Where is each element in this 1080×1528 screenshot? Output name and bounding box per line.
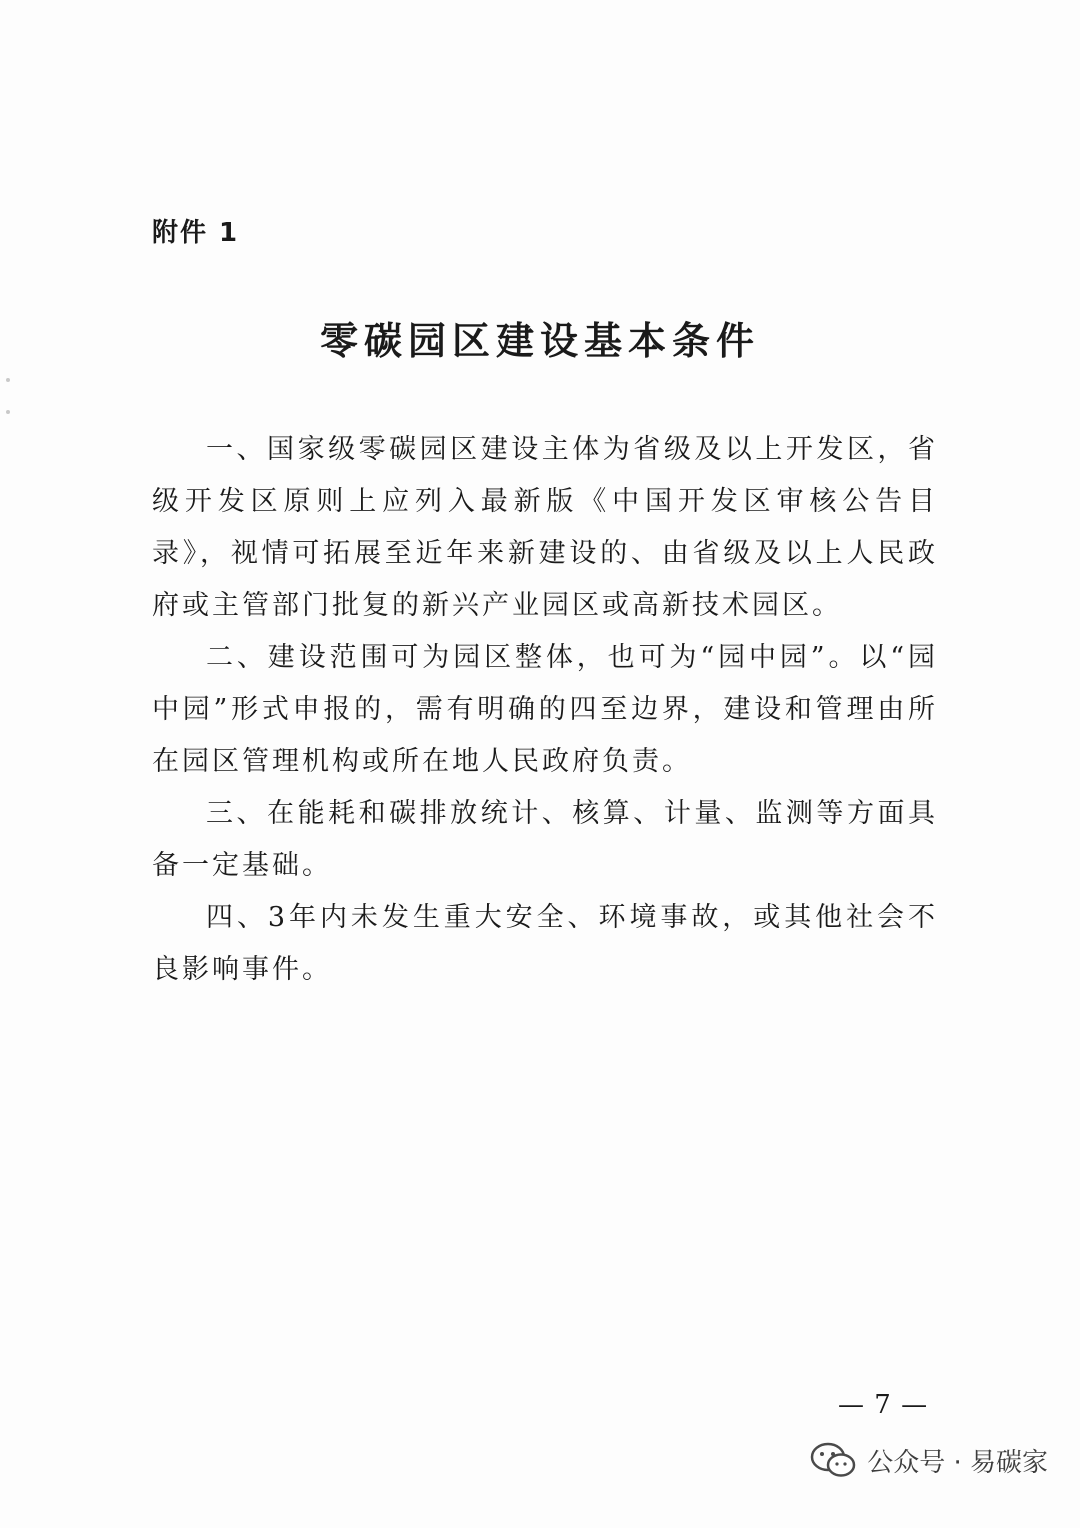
paragraph-2: 二、建设范围可为园区整体，也可为“园中园”。以“园中园”形式申报的，需有明确的四至边界，建设和管理由所在园区管理机构或所在地人民政府负责。 (152, 642, 938, 777)
scan-artifact (6, 378, 10, 382)
paragraph-1: 一、国家级零碳园区建设主体为省级及以上开发区，省级开发区原则上应列入最新版《中国开发区审核公告目录》，视情可拓展至近年来新建设的、由省级及以上人民政府或主管部门批复的新兴产业园区或高新技术园区。 (152, 434, 938, 621)
watermark (809, 1440, 1048, 1480)
wechat-official-account-icon (809, 1440, 857, 1480)
page-title: 零碳园区建设基本条件 (319, 319, 760, 363)
scan-artifact (6, 410, 10, 414)
attachment-label: 附件 1 (152, 218, 240, 248)
paragraph-3: 三、在能耗和碳排放统计、核算、计量、监测等方面具备一定基础。 (152, 798, 938, 881)
document-body (152, 424, 938, 996)
watermark-text: 公众号 · 易碳家 (867, 1447, 1048, 1478)
paragraph-4: 四、3年内未发生重大安全、环境事故，或其他社会不良影响事件。 (152, 902, 938, 985)
page-number: — 7 — (838, 1390, 929, 1420)
